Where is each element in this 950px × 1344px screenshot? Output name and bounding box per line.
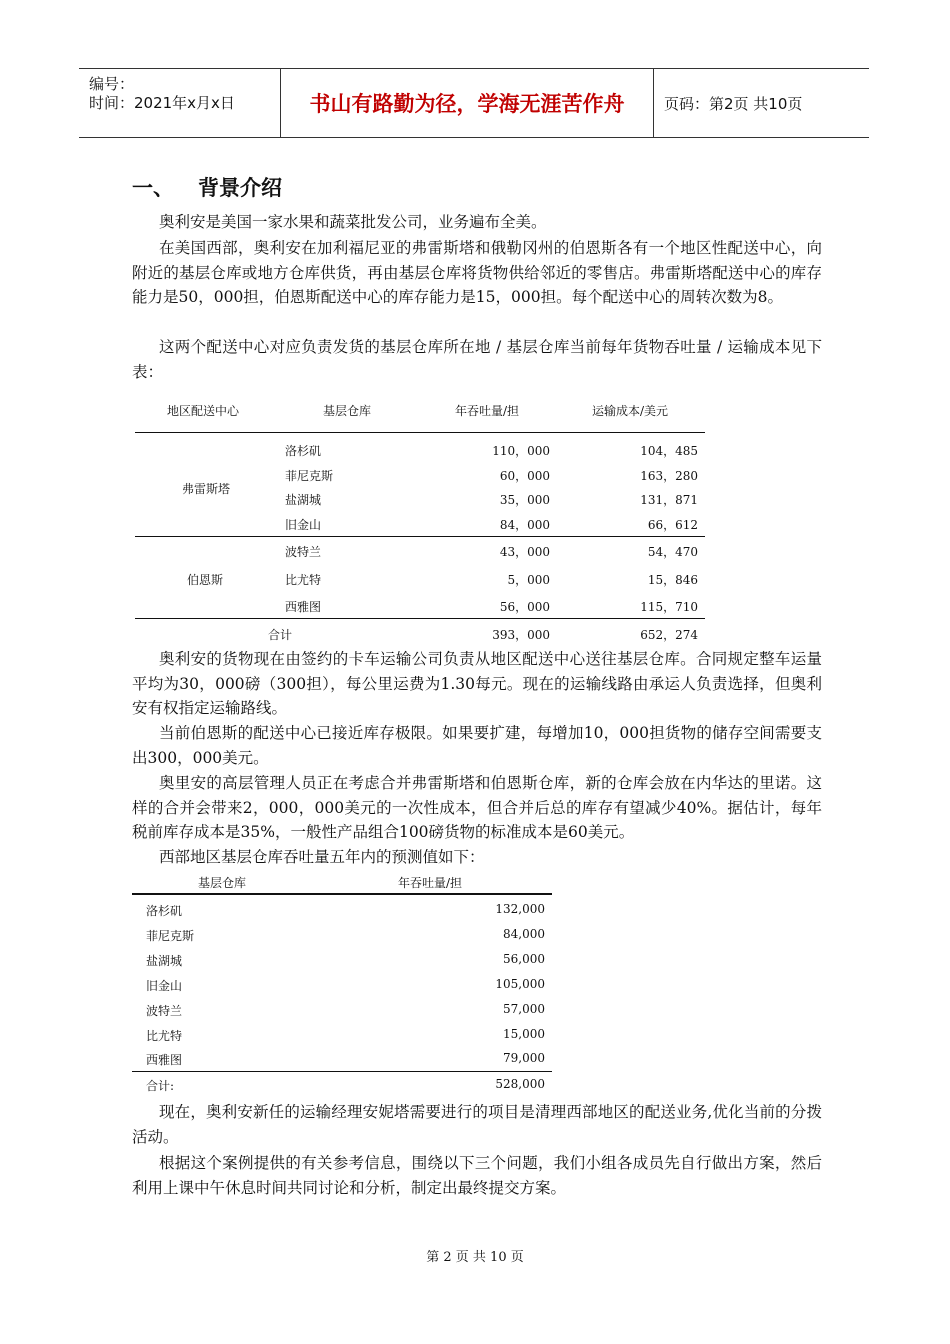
- forecast: 132,000: [495, 902, 545, 916]
- section-title: 背景介绍: [198, 176, 282, 200]
- distribution-table: [135, 390, 705, 642]
- cost: 15，846: [647, 573, 698, 587]
- throughput: 5，000: [507, 573, 550, 587]
- paragraph: 奥利安是美国一家水果和蔬菜批发公司，业务遍布全美。: [159, 213, 547, 231]
- cost: 163，280: [640, 469, 698, 483]
- col-header: 基层仓库: [198, 876, 247, 890]
- warehouse: 西雅图: [285, 600, 322, 614]
- total-label: 合计:: [146, 1079, 175, 1093]
- table-rule: [132, 893, 552, 895]
- paragraph: 根据这个案例提供的有关参考信息，围绕以下三个问题，我们小组各成员先自行做出方案，然后利用上课中午休息时间共同讨论和分析，制定出最终提交方案。: [132, 1154, 822, 1197]
- table-rule: [135, 536, 705, 537]
- total-forecast: 528,000: [495, 1077, 545, 1091]
- table-rule: [132, 1071, 552, 1072]
- header-slogan: 书山有路勤为径，学海无涯苦作舟: [281, 69, 654, 137]
- paragraph: 奥利安的货物现在由签约的卡车运输公司负责从地区配送中心送往基层仓库。合同规定整车运量平均为30，000磅（300担），每公里运费为1.30每元。现在的运输线路由承运人负责选择，但奥利安有权指定运输路线。: [132, 650, 822, 717]
- warehouse: 旧金山: [146, 979, 183, 993]
- warehouse: 洛杉矶: [146, 904, 183, 918]
- col-header: 运输成本/美元: [592, 404, 669, 418]
- col-header: 基层仓库: [323, 404, 372, 418]
- forecast: 79,000: [503, 1051, 545, 1065]
- warehouse: 比尤特: [285, 573, 322, 587]
- warehouse: 洛杉矶: [285, 444, 322, 458]
- throughput: 84，000: [499, 518, 550, 532]
- warehouse: 菲尼克斯: [285, 469, 334, 483]
- col-header: 地区配送中心: [167, 404, 240, 418]
- total-cost: 652，274: [640, 628, 698, 642]
- cost: 54，470: [647, 545, 698, 559]
- throughput: 56，000: [499, 600, 550, 614]
- forecast: 15,000: [503, 1027, 545, 1041]
- cost: 131，871: [640, 493, 698, 507]
- cost: 104，485: [640, 444, 698, 458]
- total-throughput: 393，000: [492, 628, 550, 642]
- paragraph: 现在，奥利安新任的运输经理安妮塔需要进行的项目是清理西部地区的配送业务,优化当前的分拨活动。: [132, 1103, 822, 1146]
- page-header: [79, 68, 869, 138]
- warehouse: 盐湖城: [285, 493, 322, 507]
- header-meta: [79, 69, 281, 137]
- warehouse: 盐湖城: [146, 954, 183, 968]
- section-number: 一、: [132, 176, 174, 200]
- throughput: 43，000: [499, 545, 550, 559]
- col-header: 年吞吐量/担: [398, 876, 463, 890]
- page-footer: 第 2 页 共 10 页: [426, 1250, 524, 1265]
- forecast: 105,000: [495, 977, 545, 991]
- forecast-table: [132, 866, 552, 1096]
- forecast: 84,000: [503, 927, 545, 941]
- warehouse: 波特兰: [285, 545, 322, 559]
- table-rule: [135, 432, 705, 433]
- cost: 115，710: [640, 600, 698, 614]
- warehouse: 比尤特: [146, 1029, 183, 1043]
- center-name: 伯恩斯: [187, 573, 224, 587]
- date-line: 时间：2021年x月x日: [89, 94, 235, 112]
- total-label: 合计: [268, 628, 293, 642]
- section-heading: [132, 172, 282, 202]
- page-info: 页码：第2页 共10页: [664, 94, 803, 113]
- throughput: 35，000: [499, 493, 550, 507]
- paragraph: 当前伯恩斯的配送中心已接近库存极限。如果要扩建，每增加10，000担货物的储存空间需要支出300，000美元。: [132, 724, 822, 767]
- paragraph: 在美国西部，奥利安在加利福尼亚的弗雷斯塔和俄勒冈州的伯恩斯各有一个地区性配送中心，向附近的基层仓库或地方仓库供货，再由基层仓库将货物供给邻近的零售店。弗雷斯塔配送中心的库存能力是50，000担，伯恩斯配送中心的库存能力是15，000担。每个配送中心的周转次数为8。: [132, 239, 822, 306]
- header-page-info: [654, 69, 869, 137]
- cost: 66，612: [647, 518, 698, 532]
- paragraph: 这两个配送中心对应负责发货的基层仓库所在地 / 基层仓库当前每年货物吞吐量 / 运输成本见下表：: [132, 338, 822, 381]
- throughput: 110，000: [492, 444, 550, 458]
- warehouse: 波特兰: [146, 1004, 183, 1018]
- warehouse: 旧金山: [285, 518, 322, 532]
- paragraph: 奥里安的高层管理人员正在考虑合并弗雷斯塔和伯恩斯仓库，新的仓库会放在内华达的里诺。这样的合并会带来2，000，000美元的一次性成本，但合并后总的库存有望减少40%。据估计，每年税前库存成本是35%，一般性产品组合100磅货物的标准成本是60美元。: [132, 774, 822, 841]
- forecast: 56,000: [503, 952, 545, 966]
- warehouse: 西雅图: [146, 1053, 183, 1067]
- throughput: 60，000: [499, 469, 550, 483]
- forecast: 57,000: [503, 1002, 545, 1016]
- paragraph: 西部地区基层仓库吞吐量五年内的预测值如下：: [159, 848, 485, 866]
- warehouse: 菲尼克斯: [146, 929, 195, 943]
- center-name: 弗雷斯塔: [182, 482, 231, 496]
- code-label: 编号：: [89, 75, 135, 93]
- col-header: 年吞吐量/担: [455, 404, 520, 418]
- table-rule: [135, 618, 705, 619]
